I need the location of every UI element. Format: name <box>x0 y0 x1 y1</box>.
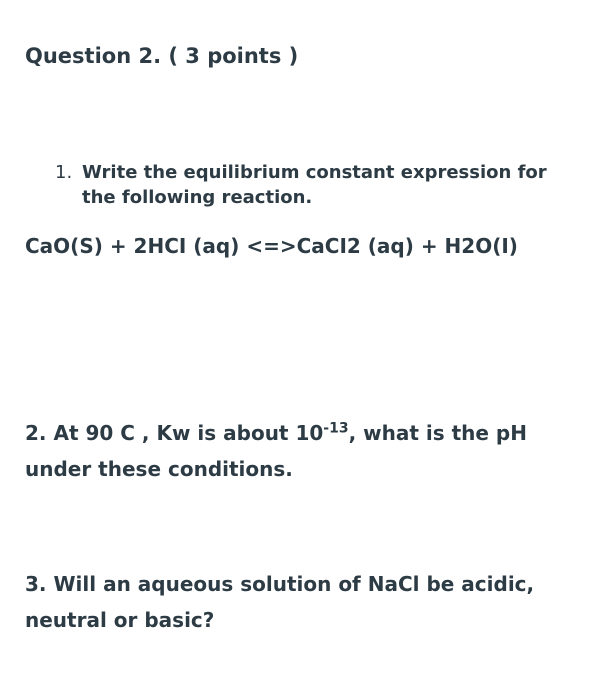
reaction-equation: CaO(S) + 2HCI (aq) <=>CaCI2 (aq) + H2O(I) <box>25 234 518 258</box>
question-1 <box>55 160 575 210</box>
question-heading: Question 2. ( 3 points ) <box>25 44 299 68</box>
question-2-suffix: , what is the pH under these conditions. <box>25 421 527 481</box>
question-2-exponent: -13 <box>323 420 349 437</box>
question-2 <box>25 415 585 487</box>
question-1-text: Write the equilibrium constant expression for the following reaction. <box>82 162 547 208</box>
question-1-number: 1. <box>55 162 73 183</box>
question-2-prefix: 2. At 90 C , Kw is about 10 <box>25 421 324 445</box>
question-3: 3. Will an aqueous solution of NaCl be acidic, neutral or basic? <box>25 572 535 632</box>
